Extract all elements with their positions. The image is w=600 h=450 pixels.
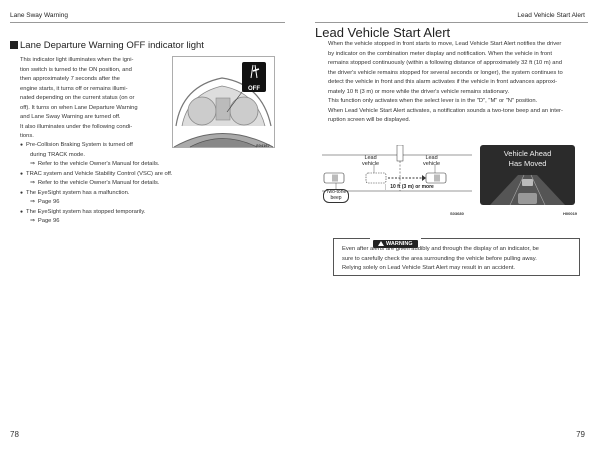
- two-tone-beep-bubble: Two-tone beep: [323, 189, 349, 203]
- description-line: the driver's vehicle remains stopped for several seconds or longer), the system continues to: [328, 69, 563, 76]
- description-line: ruption screen will be displayed.: [328, 117, 411, 123]
- description-line: When the vehicle stopped in front starts to move, Lead Vehicle Start Alert notifies the driver: [328, 41, 562, 47]
- section-heading: Lane Departure Warning OFF indicator light: [10, 40, 204, 51]
- road-perspective-graphic: [480, 173, 575, 205]
- description-paragraph: [328, 40, 590, 126]
- lead-vehicle-label-right: Lead vehicle: [423, 155, 441, 167]
- alert-display-screen: [480, 145, 575, 205]
- warning-line: sure to carefully check the area surrounding the vehicle before pulling away.: [342, 255, 537, 262]
- distance-label: 10 ft (3 m) or more: [386, 184, 438, 190]
- lane-departure-icon: [242, 62, 266, 80]
- condition-bullet: ● The EyeSight system has a malfunction.: [20, 189, 280, 199]
- intro-line: off). It turns on when Lane Departure Warning: [20, 104, 138, 111]
- warning-label-badge: WARNING: [373, 240, 418, 248]
- condition-bullet: ● The EyeSight system has stopped temporarily.: [20, 208, 280, 218]
- header-rule-right: [315, 22, 588, 23]
- description-line: mately 10 ft (3 m) or more while the driver's vehicle remains stationary.: [328, 88, 510, 95]
- description-line: remains stopped continuously (within a following distance of approximately 32 ft (10 m) and: [328, 60, 562, 66]
- intro-line: tion switch is turned to the ON position, and: [20, 66, 132, 73]
- reference-text: Refer to the vehicle Owner's Manual for details.: [37, 180, 160, 186]
- running-header-left: Lane Sway Warning: [10, 12, 68, 19]
- description-line: This function only activates when the select lever is in the "D", "M" or "N" position.: [328, 98, 538, 104]
- reference-link[interactable]: [20, 217, 280, 227]
- arrow-right-icon: ⇒: [30, 218, 35, 224]
- figure-code-left: S04167: [256, 143, 270, 148]
- lane-departure-off-indicator: [242, 62, 266, 92]
- condition-bullet: ● TRAC system and Vehicle Stability Control (VSC) are off.: [20, 170, 280, 180]
- condition-bullet: ● Pre-Collision Braking System is turned off: [20, 141, 280, 151]
- intro-line: nated depending on the current status (on or: [20, 95, 135, 101]
- arrow-right-icon: ⇒: [30, 161, 35, 167]
- intro-line: then approximately 7 seconds after the: [20, 76, 120, 82]
- figure-code-screen: H00019: [563, 211, 578, 216]
- intro-line: This indicator light illuminates when the igni-: [20, 57, 134, 63]
- header-rule-left: [10, 22, 285, 23]
- reference-text: Page 96: [37, 199, 60, 205]
- reference-link[interactable]: [20, 179, 280, 189]
- reference-link[interactable]: [20, 198, 280, 208]
- condition-continuation: during TRACK mode.: [30, 151, 85, 158]
- lead-vehicle-label-left: Lead vehicle: [362, 155, 380, 167]
- running-header-right: Lead Vehicle Start Alert: [517, 12, 585, 19]
- indicator-off-label: OFF: [248, 86, 260, 92]
- arrow-right-icon: ⇒: [30, 180, 35, 186]
- description-line: by indicator on the combination meter display and notification. When the vehicle in front: [328, 50, 552, 57]
- intro-paragraph: [20, 56, 168, 142]
- figure-code-diagram: S03680: [450, 211, 464, 216]
- arrow-right-icon: ⇒: [30, 199, 35, 205]
- warning-box: [333, 238, 580, 276]
- description-line: When Lead Vehicle Start Alert activates, a notification sounds a two-tone beep and an inter-: [328, 107, 563, 114]
- description-line: detect the vehicle in front and this alarm activates if the vehicle in front advances approxi-: [328, 79, 558, 85]
- lead-vehicle-diagram: [322, 145, 472, 205]
- warning-text: [342, 245, 574, 274]
- reference-text: Page 96: [37, 218, 60, 224]
- page-title: Lead Vehicle Start Alert: [315, 25, 451, 40]
- reference-text: Refer to the vehicle Owner's Manual for details.: [37, 161, 160, 167]
- intro-line: It also illuminates under the following condi-: [20, 123, 133, 130]
- warning-line: Relying solely on Lead Vehicle Start Alert may result in an accident.: [342, 265, 516, 271]
- dashboard-figure: [172, 56, 275, 148]
- reference-link[interactable]: [20, 160, 280, 170]
- screen-message: Vehicle Ahead Has Moved: [503, 149, 552, 168]
- warning-line: Even after alerts are given audibly and through the display of an indicator, be: [342, 246, 539, 252]
- intro-line: tions.: [20, 133, 34, 139]
- intro-line: and Lane Sway Warning are turned off.: [20, 114, 121, 120]
- heading-square-marker: [10, 41, 18, 49]
- intro-line: engine starts, it turns off or remains illumi-: [20, 85, 128, 92]
- page-number-right: 79: [576, 430, 585, 439]
- conditions-list: [20, 141, 280, 227]
- page-number-left: 78: [10, 430, 19, 439]
